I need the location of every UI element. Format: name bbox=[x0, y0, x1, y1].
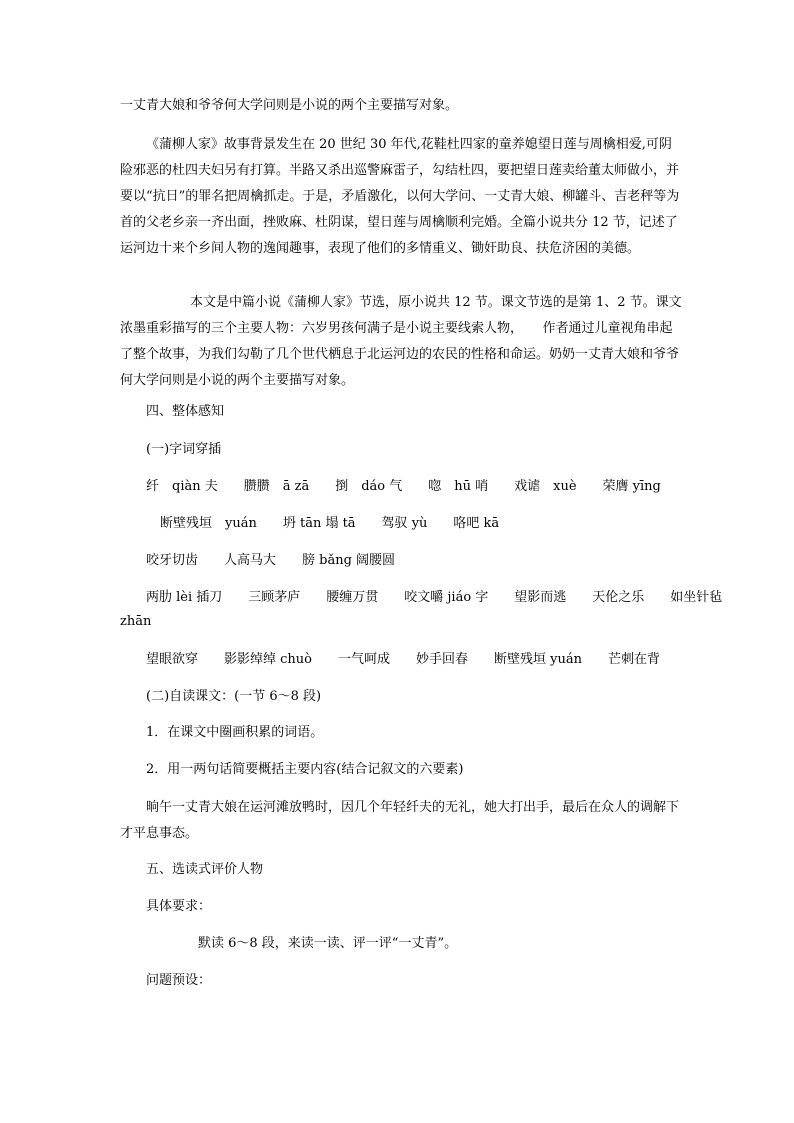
heading-self-reading: (二)自读课文：(一节 6～8 段) bbox=[146, 689, 322, 704]
vocab-line-2: 断壁残垣 yuán 坍 tān 塌 tā 驾驭 yù 咯吧 kā bbox=[160, 516, 500, 531]
instruction-text: 默读 6～8 段，来读一读、评一评“一丈青”。 bbox=[198, 936, 458, 951]
vocab-line-1: 纤 qiàn 夫 臜臜 ā zā 捯 dáo 气 唿 hū 哨 戏谑 xuè 荣膺 yīng bbox=[146, 479, 661, 494]
task-2: 2．用一两句话简要概括主要内容(结合记叙文的六要素) bbox=[146, 762, 464, 777]
heading-requirements: 具体要求： bbox=[146, 899, 212, 914]
heading-overall-perception: 四、整体感知 bbox=[146, 404, 225, 419]
vocab-line-5: 望眼欲穿 影影绰绰 chuò 一气呵成 妙手回春 断壁残垣 yuán 芒刺在背 bbox=[146, 652, 660, 667]
task-1: 1．在课文中圈画积累的词语。 bbox=[146, 725, 324, 740]
heading-vocabulary: (一)字词穿插 bbox=[146, 442, 222, 457]
vocab-line-4: 两肋 lèi 插刀 三顾茅庐 腰缠万贯 咬文嚼 jiáo 字 望影而逃 天伦之乐 如坐针毡 bbox=[146, 590, 723, 605]
heading-evaluate-characters: 五、选读式评价人物 bbox=[146, 862, 264, 877]
vocab-line-4-wrap: zhān bbox=[120, 614, 152, 629]
vocab-line-3: 咬牙切齿 人高马大 膀 bǎng 阔腰圆 bbox=[146, 553, 396, 568]
heading-questions: 问题预设： bbox=[146, 973, 212, 988]
paragraph-intro-tail: 一丈青大娘和爷爷何大学问则是小说的两个主要描写对象。 bbox=[120, 98, 459, 113]
paragraph-excerpt-note: 本文是中篇小说《蒲柳人家》节选，原小说共 12 节。课文节选的是第 1、2 节。课文浓墨重彩描写的三个主要人物：六岁男孩何满子是小说主要线索人物， 作者通过儿童视角串起了整个故事，为我们勾勒了几个世代栖息于北运河边的农民的性格和命运。奶奶一丈青大娘和爷爷何大学问则是小说的两个主要描写对象。 bbox=[120, 295, 682, 388]
paragraph-story-background: 《蒲柳人家》故事背景发生在 20 世纪 30 年代,花鞋杜四家的童养媳望日莲与周檎相爱,可阴险邪恶的杜四夫妇另有打算。半路又杀出巡警麻雷子，勾结杜四，要把望日莲卖给董太师做小，并要以“抗日”的罪名把周檎抓走。于是，矛盾激化，以何大学问、一丈青大娘、柳罐斗、吉老秤等为首的父老乡亲一齐出面，挫败麻、杜阴谋，望日莲与周檎顺利完婚。全篇小说共分 12 节，记述了运河边十来个乡间人物的逸闻趣事，表现了他们的多情重义、锄奸助良、扶危济困的美德。 bbox=[120, 137, 680, 256]
summary-paragraph: 晌午一丈青大娘在运河滩放鸭时，因几个年轻纤夫的无礼，她大打出手，最后在众人的调解下才平息事态。 bbox=[120, 800, 680, 841]
